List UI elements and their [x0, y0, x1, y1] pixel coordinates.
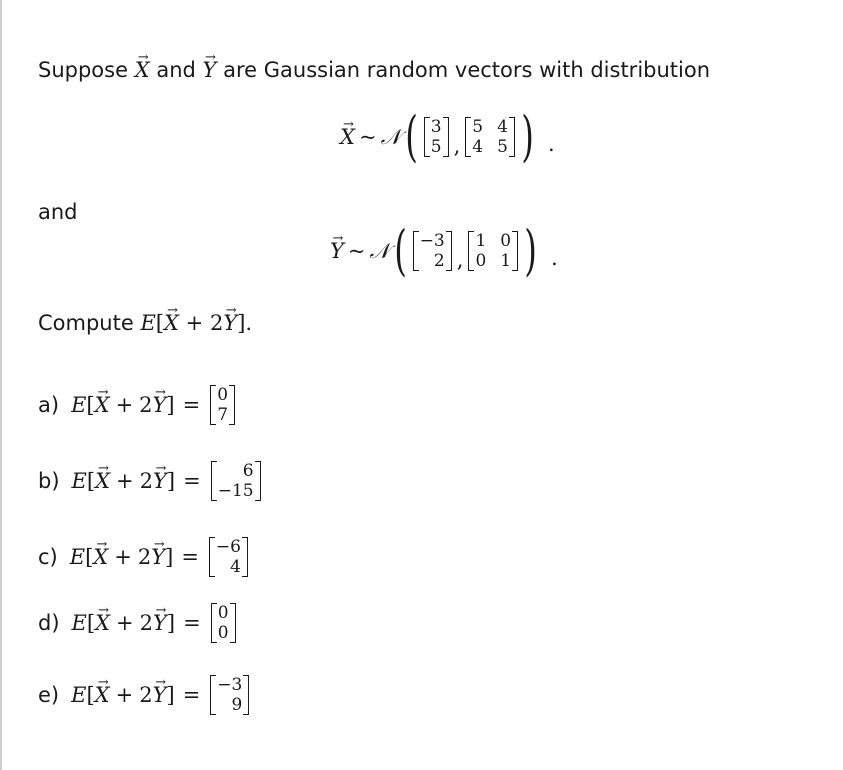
two-coefficient: 2 [139, 393, 153, 417]
and-connector-text: and [38, 200, 78, 224]
vector-x-symbol: → X [95, 683, 110, 707]
compute-question [38, 311, 252, 335]
option-value-bottom: 0 [217, 623, 229, 643]
period-symbol: . [245, 311, 253, 335]
left-bracket: [ [155, 311, 164, 335]
left-paren: ( [393, 219, 407, 282]
x-cov-10: 4 [472, 137, 484, 157]
option-vector [211, 461, 261, 501]
left-bracket: [ [85, 545, 94, 569]
equals-symbol: = [181, 545, 199, 569]
expectation-symbol: E [140, 311, 156, 335]
plus-symbol: + [115, 683, 134, 707]
plus-symbol: + [115, 393, 134, 417]
option-label: c) [38, 545, 58, 569]
intro-and-text: and [156, 58, 196, 82]
vector-x-symbol: → X [340, 125, 355, 149]
expectation-symbol: E [71, 393, 87, 417]
left-bracket: [ [86, 611, 96, 635]
intro-rest-text: are Gaussian random vectors with distribution [223, 58, 711, 82]
y-mean-0: −3 [419, 231, 445, 251]
y-cov-10: 0 [475, 251, 487, 271]
right-bracket: ] [165, 545, 174, 569]
comma-separator: , [453, 134, 461, 158]
option-vector [211, 603, 236, 643]
option-value-top: 0 [217, 385, 229, 405]
x-mean-1: 5 [430, 137, 442, 157]
y-covariance-matrix [468, 231, 518, 271]
plus-symbol: + [116, 469, 134, 493]
option-value-bottom: 4 [230, 557, 241, 577]
option-vector [210, 675, 249, 715]
option-label: a) [38, 393, 60, 417]
y-cov-00: 1 [475, 231, 487, 251]
tilde-symbol: ~ [358, 125, 377, 149]
plus-symbol: + [114, 545, 132, 569]
two-coefficient: 2 [139, 683, 153, 707]
x-cov-11: 5 [497, 137, 508, 157]
expectation-symbol: E [71, 611, 87, 635]
left-bracket: [ [86, 683, 95, 707]
vector-y-symbol: → Y [153, 393, 167, 417]
option-value-top: 6 [242, 461, 254, 481]
normal-dist-symbol: 𝒩 [380, 124, 401, 149]
right-bracket: ] [166, 469, 176, 493]
equals-symbol: = [182, 683, 201, 707]
page-border [0, 0, 2, 770]
answer-option-a[interactable] [38, 385, 237, 425]
compute-text: Compute [38, 311, 134, 335]
answer-option-e[interactable] [38, 675, 251, 715]
x-cov-01: 4 [497, 117, 508, 137]
vector-x-symbol: → X [164, 311, 179, 335]
vector-y-symbol: → Y [153, 469, 167, 493]
expectation-symbol: E [71, 683, 87, 707]
y-cov-01: 0 [500, 231, 512, 251]
option-label: d) [38, 611, 60, 635]
vector-x-symbol: → X [95, 393, 110, 417]
plus-symbol: + [185, 311, 204, 335]
right-bracket: ] [166, 683, 175, 707]
equals-symbol: = [183, 611, 201, 635]
option-vector [209, 537, 248, 577]
right-bracket: ] [166, 611, 176, 635]
equals-symbol: = [182, 393, 201, 417]
option-value-top: −6 [215, 537, 241, 557]
plus-symbol: + [116, 611, 134, 635]
left-bracket: [ [86, 393, 95, 417]
two-coefficient: 2 [139, 611, 154, 635]
answer-option-c[interactable] [38, 537, 250, 577]
normal-dist-symbol: 𝒩 [369, 238, 390, 263]
vector-x-symbol: → X [135, 58, 150, 82]
right-bracket: ] [166, 393, 175, 417]
intro-sentence [38, 58, 710, 82]
vector-y-symbol: → Y [203, 58, 217, 82]
two-coefficient: 2 [139, 469, 154, 493]
left-bracket: [ [86, 469, 96, 493]
option-value-top: −3 [217, 675, 243, 695]
intro-suppose-text: Suppose [38, 58, 129, 82]
x-distribution-equation [340, 105, 555, 168]
vector-y-symbol: → Y [151, 545, 165, 569]
option-value-bottom: 7 [217, 405, 229, 425]
y-mean-1: 2 [433, 251, 445, 271]
x-mean-vector [424, 117, 449, 157]
option-value-bottom: −15 [217, 481, 254, 501]
vector-y-symbol: → Y [330, 239, 344, 263]
tilde-symbol: ~ [347, 239, 366, 263]
answer-option-b[interactable] [38, 461, 263, 501]
right-paren: ) [524, 219, 537, 282]
comma-separator: , [456, 248, 464, 272]
right-bracket: ] [237, 311, 246, 335]
option-vector [210, 385, 235, 425]
period-symbol: . [551, 246, 558, 270]
y-cov-11: 1 [500, 251, 512, 271]
option-label: b) [38, 469, 60, 493]
expectation-symbol: E [71, 469, 87, 493]
equals-symbol: = [183, 469, 201, 493]
option-value-top: 0 [217, 603, 229, 623]
two-coefficient: 2 [209, 311, 224, 335]
vector-x-symbol: → X [93, 545, 108, 569]
vector-y-symbol: → Y [223, 311, 237, 335]
vector-x-symbol: → X [95, 611, 110, 635]
x-covariance-matrix [465, 117, 515, 157]
y-distribution-equation [330, 219, 558, 282]
vector-y-symbol: → Y [153, 683, 167, 707]
left-paren: ( [404, 105, 418, 168]
x-cov-00: 5 [472, 117, 484, 137]
right-paren: ) [521, 105, 534, 168]
expectation-symbol: E [69, 545, 86, 569]
option-label: e) [38, 683, 60, 707]
vector-x-symbol: → X [95, 469, 110, 493]
period-symbol: . [548, 132, 555, 156]
x-mean-0: 3 [430, 117, 442, 137]
two-coefficient: 2 [137, 545, 152, 569]
answer-option-d[interactable] [38, 603, 238, 643]
y-mean-vector [413, 231, 452, 271]
vector-y-symbol: → Y [153, 611, 167, 635]
option-value-bottom: 9 [231, 695, 243, 715]
